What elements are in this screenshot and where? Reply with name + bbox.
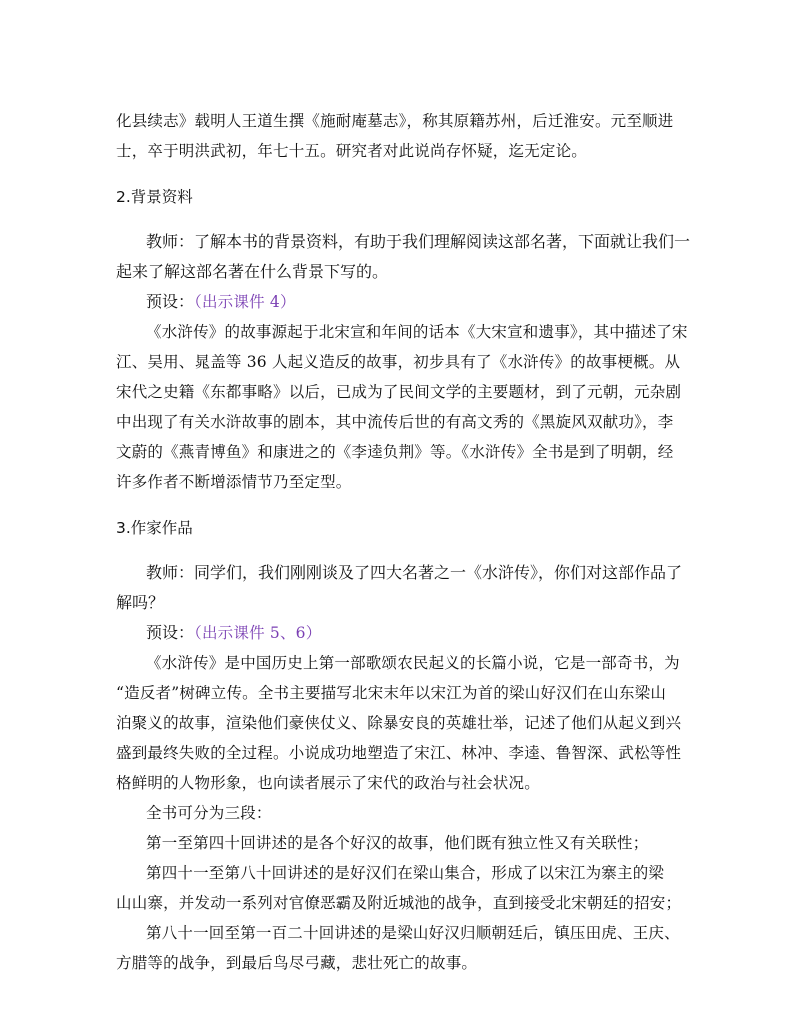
paragraph-line: 中出现了有关水浒故事的剧本，其中流传后世的有高文秀的《黑旋风双献功》，李 [116, 413, 674, 431]
courseware-reference: （出示课件 4） [194, 293, 296, 311]
paragraph-line: 《水浒传》的故事源起于北宋宣和年间的话本《大宋宣和遗事》，其中描述了宋 [146, 323, 688, 341]
courseware-reference: （出示课件 5、6） [194, 624, 322, 642]
paragraph-line: 文蔚的《燕青博鱼》和康进之的《李逵负荆》等。《水浒传》全书是到了明朝，经 [116, 443, 674, 461]
paragraph-line: 宋代之史籍《东都事略》以后，已成为了民间文学的主要题材，到了元朝，元杂剧 [116, 383, 682, 401]
teacher-line: 起来了解这部名著在什么背景下写的。 [116, 262, 389, 281]
teacher-line: 教师：了解本书的背景资料，有助于我们理解阅读这部名著，下面就让我们一 [146, 232, 691, 251]
paragraph-line: 许多作者不断增添情节乃至定型。 [116, 473, 352, 491]
teacher-line: 教师：同学们，我们刚刚谈及了四大名著之一《水浒传》，你们对这部作品了 [146, 563, 683, 582]
preset-label: 预设： [146, 292, 195, 311]
paragraph-line: 化县续志》载明人王道生撰《施耐庵墓志》，称其原籍苏州，后迁淮安。元至顺进 [116, 112, 674, 130]
section-heading-background: 2.背景资料 [116, 187, 193, 206]
paragraph-line: 第八十一回至第一百二十回讲述的是梁山好汉归顺朝廷后，镇压田虎、王庆、 [146, 924, 680, 942]
paragraph-line: 第四十一至第八十回讲述的是好汉们在梁山集合，形成了以宋江为寨主的梁 [146, 864, 665, 882]
paragraph-line: “造反者”树碑立传。全书主要描写北宋末年以宋江为首的梁山好汉们在山东梁山 [116, 684, 667, 702]
paragraph-line: 江、吴用、晁盖等 36 人起义造反的故事，初步具有了《水浒传》的故事梗概。从 [116, 353, 681, 371]
paragraph-line: 方腊等的战争，到最后鸟尽弓藏，悲壮死亡的故事。 [116, 954, 478, 972]
paragraph-line: 第一至第四十回讲述的是各个好汉的故事，他们既有独立性又有关联性； [146, 834, 649, 852]
preset-line [116, 618, 682, 648]
document-page [116, 106, 691, 978]
paragraph-line: 盛到最终失败的全过程。小说成功地塑造了宋江、林冲、李逵、鲁智深、武松等性 [116, 744, 682, 762]
preset-label: 预设： [146, 623, 195, 642]
paragraph-line: 山山寨，并发动一系列对官僚恶霸及附近城池的战争，直到接受北宋朝廷的招安； [116, 894, 682, 912]
preset-line [116, 287, 682, 317]
section-heading-author-works: 3.作家作品 [116, 518, 193, 537]
paragraph-line: 格鲜明的人物形象，也向读者展示了宋代的政治与社会状况。 [116, 774, 540, 792]
paragraph-line: 士，卒于明洪武初，年七十五。研究者对此说尚存怀疑，迄无定论。 [116, 142, 588, 160]
paragraph-line: 《水浒传》是中国历史上第一部歌颂农民起义的长篇小说，它是一部奇书，为 [146, 654, 680, 672]
paragraph-line: 全书可分为三段： [146, 804, 272, 822]
teacher-line: 解吗？ [116, 593, 165, 612]
paragraph-line: 泊聚义的故事，渲染他们豪侠仗义、除暴安良的英雄壮举，记述了他们从起义到兴 [116, 714, 682, 732]
